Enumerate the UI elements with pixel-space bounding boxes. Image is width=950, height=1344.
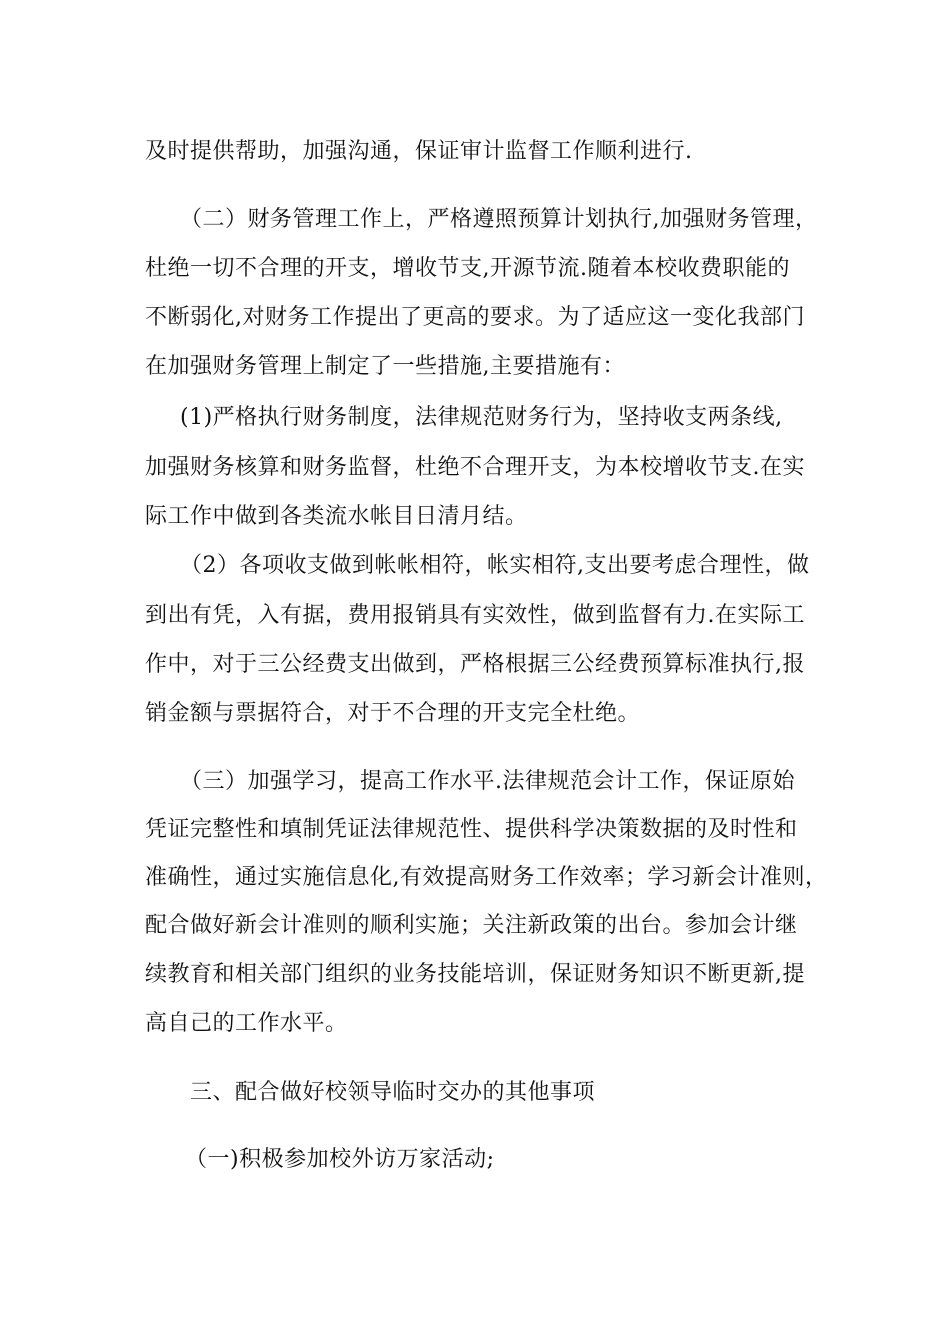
text-line: 销金额与票据符合，对于不合理的开支完全杜绝。 — [145, 701, 641, 726]
text-line: 作中，对于三公经费支出做到，严格根据三公经费预算标准执行,报 — [145, 652, 805, 677]
text-line: 在加强财务管理上制定了一些措施,主要措施有： — [145, 354, 625, 379]
text-line: (1)严格执行财务制度，法律规范财务行为，坚持收支两条线, — [180, 405, 783, 430]
text-line: 到出有凭，入有据，费用报销具有实效性，做到监督有力.在实际工 — [145, 603, 805, 628]
text-line: 不断弱化,对财务工作提出了更高的要求。为了适应这一变化我部门 — [145, 305, 805, 330]
text-line: （二）财务管理工作上，严格遵照预算计划执行,加强财务管理， — [180, 207, 818, 232]
text-line: 凭证完整性和填制凭证法律规范性、提供科学决策数据的及时性和 — [145, 817, 798, 842]
text-line: （一)积极参加校外访万家活动; — [185, 1147, 495, 1172]
text-line: 及时提供帮助，加强沟通，保证审计监督工作顺利进行. — [145, 139, 693, 164]
text-line: 高自己的工作水平。 — [145, 1011, 348, 1036]
text-line: 杜绝一切不合理的开支，增收节支,开源节流.随着本校收费职能的 — [145, 256, 790, 281]
text-line: 加强财务核算和财务监督，杜绝不合理开支，为本校增收节支.在实 — [145, 455, 805, 480]
text-line: 配合做好新会计准则的顺利实施；关注新政策的出台。参加会计继 — [145, 913, 798, 938]
text-line: （2）各项收支做到帐帐相符，帐实相符,支出要考虑合理性，做 — [180, 553, 810, 578]
text-line: 际工作中做到各类流水帐目日清月结。 — [145, 504, 528, 529]
section-heading: 三、配合做好校领导临时交办的其他事项 — [190, 1080, 596, 1105]
text-line: （三）加强学习，提高工作水平.法律规范会计工作，保证原始 — [180, 769, 795, 794]
text-line: 准确性，通过实施信息化,有效提高财务工作效率；学习新会计准则， — [145, 865, 828, 890]
text-line: 续教育和相关部门组织的业务技能培训，保证财务知识不断更新,提 — [145, 962, 805, 987]
